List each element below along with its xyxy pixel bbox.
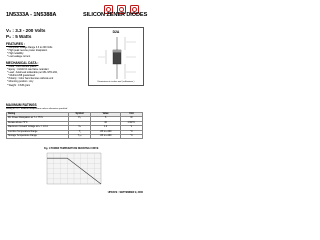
list-item: * Mounting position : Any [7,80,58,83]
column-header: Value [91,113,121,117]
voltage-spec: V₂ : 3.3 - 200 Volts [6,28,46,33]
revision-date: UPDATE : SEPTEMBER 9, 2000 [107,191,143,194]
table-cell: -65 to +200 [91,134,121,138]
table-cell: -65 to +200 [91,130,121,134]
list-item: * Epoxy : UL94V-O rate flame retardant [7,68,58,71]
table-cell: °C [120,130,142,134]
mechanical-list [7,65,58,87]
features-list [7,46,52,58]
column-header: Unit [120,113,142,117]
derating-chart [44,152,102,186]
table-cell: Tₛₜₒ [68,134,90,138]
column-header: Symbol [68,113,90,117]
product-title: SILICON ZENER DIODES [83,12,148,18]
table-cell: Derate above 75°C [7,121,69,125]
table-row [7,134,143,138]
list-item: * Method 208 guaranteed [7,74,58,77]
datasheet-page [0,0,149,198]
list-item: * Complete Voltage Range 3.3 to 200 Volts [7,46,52,49]
table-cell: Tⱼ [68,130,90,134]
table-cell: Maximum Forward Voltage at Iₒ = 1.0 A [7,126,69,130]
table-cell: V [120,126,142,130]
list-item: * Polarity : Color band denotes cathode end [7,77,58,80]
table-cell: Junction Temperature Range [7,130,69,134]
table-cell: °C [120,134,142,138]
list-item: * Low leakage current [7,55,52,58]
table-cell: DC Power Dissipation at Tₗ = 75°C [7,117,69,121]
table-cell: 5 [91,117,121,121]
power-spec: P₀ : 5 Watts [6,34,32,39]
table-cell: 40 [91,121,121,125]
table-cell: mW/°C [120,121,142,125]
list-item: * Lead : Axial lead solderable per MIL-STD-202, [7,71,58,74]
list-item: * Weight : 0.645 gram [7,84,58,87]
table-cell: Vₒ [68,126,90,130]
figure-title: Fig. 1 POWER TEMPERATURE DERATING CURVE [44,148,99,150]
part-number-title: 1N5333A - 1N5388A [6,12,57,18]
mechanical-heading: MECHANICAL DATA : [6,61,39,65]
list-item: * High reliability [7,52,52,55]
ratings-note: Rating at 25°C ambient temperature unless otherwise specified [6,107,68,110]
package-drawing [88,27,144,86]
table-cell: 1.2 [91,126,121,130]
dimension-note: Dimensions in inches and ( millimeters ) [97,81,135,83]
list-item: * Case : D2A Molded plastic [7,65,58,68]
ratings-heading: MAXIMUM RATINGS [6,103,37,107]
table-cell: W [120,117,142,121]
list-item: * High peak reverse power dissipation [7,49,52,52]
package-label: D2A [112,30,120,34]
column-header: Rating [7,113,69,117]
features-heading: FEATURES : [6,42,25,46]
ratings-table [6,112,143,139]
diode-outline-drawing [89,28,145,87]
table-cell: P₀ [68,117,90,121]
table-cell: Storage Temperature Range [7,134,69,138]
